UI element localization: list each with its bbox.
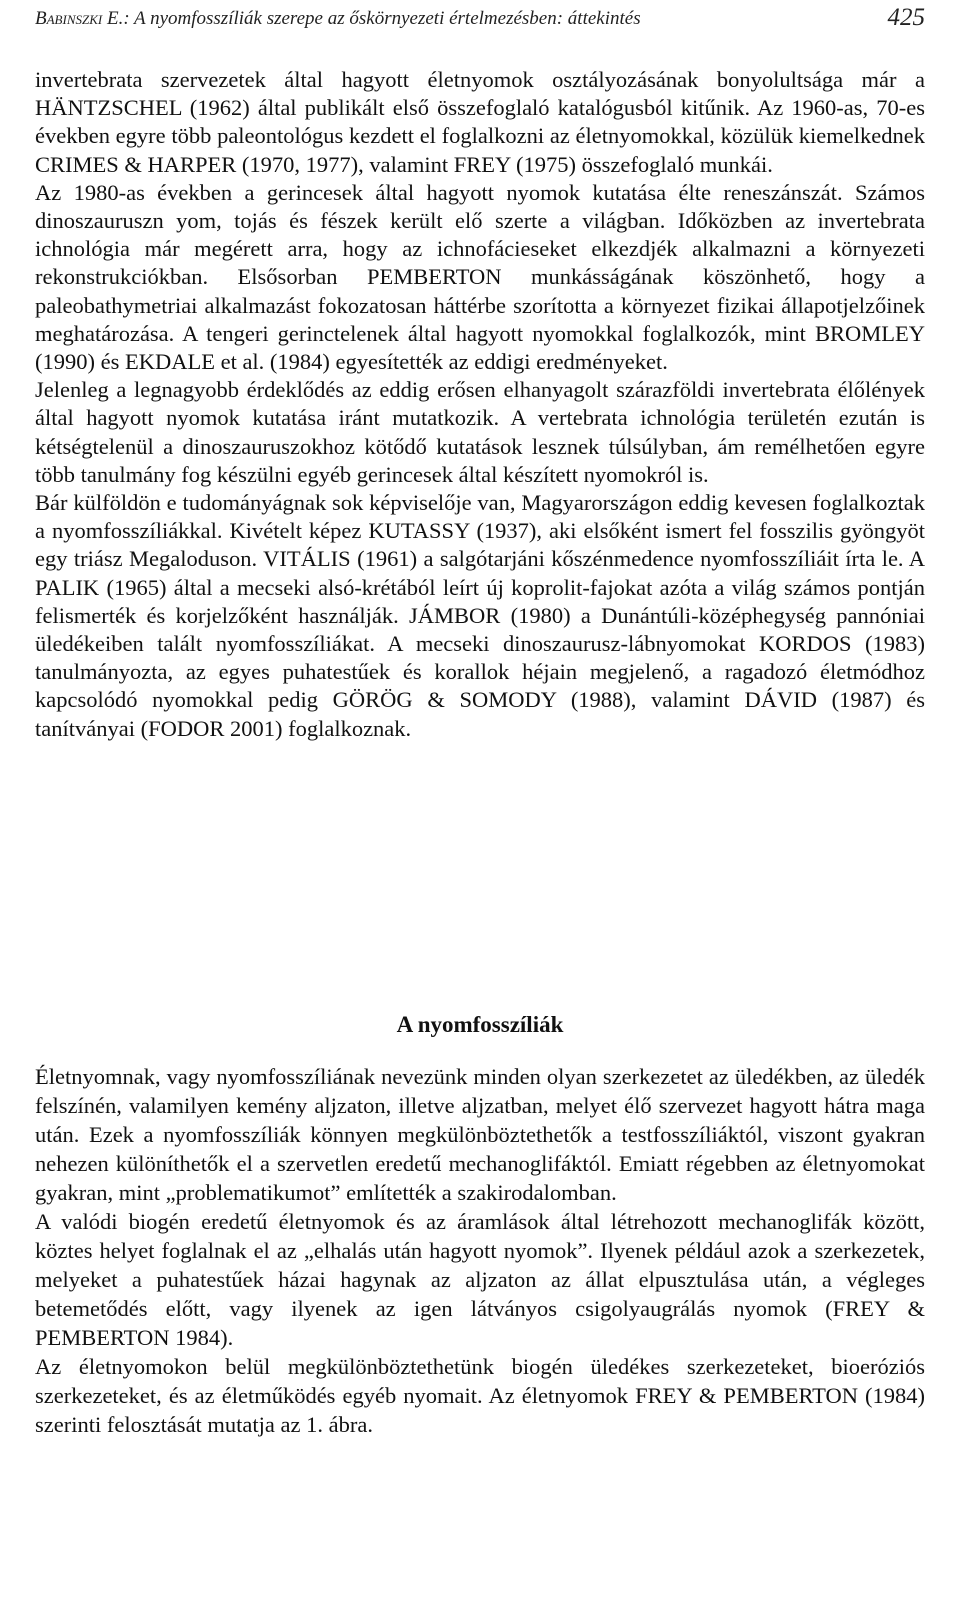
running-header-title-text: : A nyomfosszíliák szerepe az őskörnyezeti értelmezésben: áttekintés — [123, 8, 641, 29]
section-paragraph-3: Az életnyomokon belül megkülönböztethetünk biogén üledékes szerkezeteket, bioeróziós szerkezeteket, és az életműködés egyéb nyomait. Az életnyomok FREY & PEMBERTON (1984) szerinti felosztását mutatja az 1. ábra. — [35, 1354, 925, 1437]
page-number: 425 — [887, 4, 925, 31]
paragraph-2: Az 1980-as években a gerincesek által hagyott nyomok kutatása élte reneszánszát. Számos dinoszauruszn yom, tojás és fészek került elő szerte a világban. Időközben az invertebrata ichnológia már megérett arra, hogy az ichnofácieseket elkezdjék alkalmazni a környezeti rekonstrukciókban. Elsősorban PEMBERTON munkásságának köszönhető, hogy a paleobathymetriai alkalmazást fokozatosan háttérbe szorította a környezet fizikai állapotjelzőinek meghatározása. A tengeri gerinctelenek által hagyott nyomokkal foglalkozók, mint BROMLEY (1990) és EKDALE et al. (1984) egyesítették az eddigi eredményeket. — [35, 179, 925, 375]
running-header-author: Babinszki E. — [35, 8, 124, 29]
section-heading: A nyomfosszíliák — [396, 1012, 564, 1037]
section-paragraph-1: Életnyomnak, vagy nyomfosszíliának nevezünk minden olyan szerkezetet az üledékben, az üledék felszínén, valamilyen kemény aljzaton, illetve aljzatban, melyet élő szervezet hagyott hátra maga után. Ezek a nyomfosszíliák könnyen megkülönböztethetők a testfosszíliáktól, viszont gyakran nehezen különíthetők el a szervetlen eredetű mechanoglifáktól. Emiatt régebben az életnyomokat gyakran, mint „problematikumot” említették a szakirodalomban. — [35, 1064, 925, 1205]
section-paragraph-2: A valódi biogén eredetű életnyomok és az áramlások által létrehozott mechanoglifák között, köztes helyet foglalnak el az „elhalás után hagyott nyomok”. Ilyenek például azok a szerkezetek, melyeket a puhatestűek házai hagynak az aljzaton az állat elpusztulása után, a végleges betemetődés előtt, vagy ilyenek az igen látványos csigolyaugrálás nyomok (FREY & PEMBERTON 1984). — [35, 1209, 925, 1350]
body-text-top — [35, 66, 925, 743]
running-header-title — [35, 8, 641, 30]
running-header — [35, 4, 925, 34]
paragraph-4: Bár külföldön e tudományágnak sok képviselője van, Magyarországon eddig kevesen foglalkoztak a nyomfosszíliákkal. Kivételt képez KUTASSY (1937), aki elsőként ismert fel fosszilis gyöngyöt egy triász Megaloduson. VITÁLIS (1961) a salgótarjáni kőszénmedence nyomfosszíliáit írta le. A PALIK (1965) által a mecseki alsó-krétából leírt új koprolit-fajokat azóta a világ számos pontján felismerték és korjelzőként használják. JÁMBOR (1980) a Dunántúli-középhegység pannóniai üledékeiben talált nyomfosszíliákat. A mecseki dinoszaurusz-lábnyomokat KORDOS (1983) tanulmányozta, az egyes puhatestűek és korallok héjain megjelenő, a ragadozó életmódhoz kapcsolódó nyomokkal pedig GÖRÖG & SOMODY (1988), valamint DÁVID (1987) és tanítványai (FODOR 2001) foglalkoznak. — [35, 490, 925, 741]
body-text-section — [35, 1062, 925, 1439]
paragraph-1: invertebrata szervezetek által hagyott életnyomok osztályozásának bonyolultsága már a HÄNTZSCHEL (1962) által publikált első összefoglaló katalógusból kitűnik. Az 1960-as, 70-es években egyre több paleontológus kezdett el foglalkozni az életnyomokkal, közülük kiemelkednek CRIMES & HARPER (1970, 1977), valamint FREY (1975) összefoglaló munkái. — [35, 67, 925, 177]
paragraph-3: Jelenleg a legnagyobb érdeklődés az eddig erősen elhanyagolt szárazföldi invertebrata élőlények által hagyott nyomok kutatása iránt mutatkozik. A vertebrata ichnológia területén ezután is kétségtelenül a dinoszauruszokhoz kötődő kutatások lesznek túlsúlyban, ám remélhetően egyre több tanulmány fog készülni egyéb gerincesek által készített nyomokról is. — [35, 377, 925, 487]
